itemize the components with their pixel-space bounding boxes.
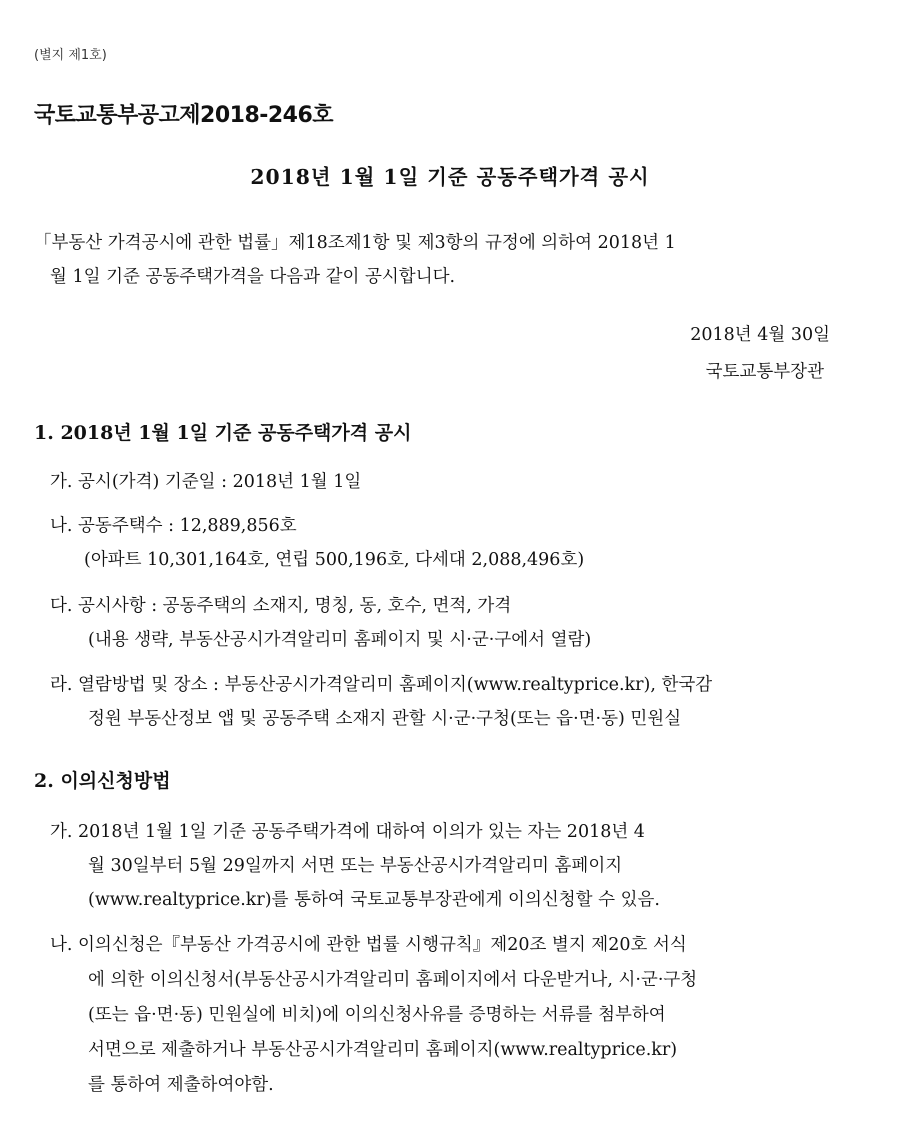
section-1-item-ra-line-2: 정원 부동산정보 앱 및 공동주택 소재지 관할 시·군·구청(또는 읍·면·동) 민원실 (88, 709, 682, 729)
section-2-item-na-line-3: (또는 읍·면·동) 민원실에 비치)에 이의신청사유를 증명하는 서류를 첨부하여 (88, 1005, 666, 1025)
signature-date: 2018년 4월 30일 (690, 325, 830, 345)
section-2-heading: 2. 이의신청방법 (34, 770, 171, 792)
section-2-item-na-line-1: 나. 이의신청은『부동산 가격공시에 관한 법률 시행규칙』제20조 별지 제20호 서식 (50, 935, 687, 955)
section-1-item-na-line-1: 나. 공동주택수 : 12,889,856호 (50, 516, 297, 536)
section-2-item-ga-line-3: (www.realtyprice.kr)를 통하여 국토교통부장관에게 이의신청할 수 있음. (88, 890, 660, 910)
document-title: 2018년 1월 1일 기준 공동주택가격 공시 (250, 165, 650, 189)
annex-label: (별지 제1호) (34, 48, 107, 63)
section-1-item-da-line-1: 다. 공시사항 : 공동주택의 소재지, 명칭, 동, 호수, 면적, 가격 (50, 596, 512, 616)
section-1-item-ga: 가. 공시(가격) 기준일 : 2018년 1월 1일 (50, 472, 362, 492)
section-1-item-ra-line-1: 라. 열람방법 및 장소 : 부동산공시가격알리미 홈페이지(www.realtyprice.kr), 한국감 (50, 675, 713, 695)
section-1-item-da-line-2: (내용 생략, 부동산공시가격알리미 홈페이지 및 시·군·구에서 열람) (88, 630, 592, 650)
section-2-item-ga-line-2: 월 30일부터 5월 29일까지 서면 또는 부동산공시가격알리미 홈페이지 (88, 856, 623, 876)
notice-number: 국토교통부공고제2018-246호 (34, 103, 334, 128)
intro-line-2: 월 1일 기준 공동주택가격을 다음과 같이 공시합니다. (50, 267, 456, 287)
signature-authority: 국토교통부장관 (705, 362, 824, 382)
section-1-item-na-line-2: (아파트 10,301,164호, 연립 500,196호, 다세대 2,088,496호) (84, 550, 585, 570)
section-2-item-na-line-2: 에 의한 이의신청서(부동산공시가격알리미 홈페이지에서 다운받거나, 시·군·구청 (88, 970, 698, 990)
section-2-item-ga-line-1: 가. 2018년 1월 1일 기준 공동주택가격에 대하여 이의가 있는 자는 2018년 4 (50, 822, 645, 842)
section-2-item-na-line-5: 를 통하여 제출하여야함. (88, 1075, 274, 1095)
section-1-heading: 1. 2018년 1월 1일 기준 공동주택가격 공시 (34, 422, 412, 444)
intro-line-1: 「부동산 가격공시에 관한 법률」제18조제1항 및 제3항의 규정에 의하여 2018년 1 (34, 233, 676, 253)
section-2-item-na-line-4: 서면으로 제출하거나 부동산공시가격알리미 홈페이지(www.realtyprice.kr) (88, 1040, 678, 1060)
